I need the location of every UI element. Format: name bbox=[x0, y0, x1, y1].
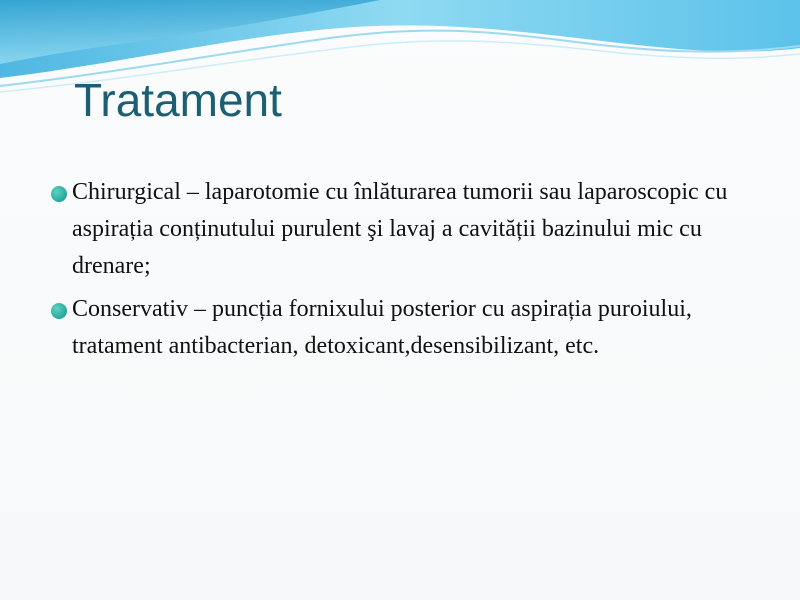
bullet-item-chirurgical bbox=[48, 174, 738, 285]
bullet-item-conservativ bbox=[48, 291, 738, 365]
bullet-dot-icon bbox=[51, 186, 67, 202]
bullet-text: Chirurgical – laparotomie cu înlăturarea tumorii sau laparoscopic cu aspirația conținutului purulent şi lavaj a cavității bazinului mic cu drenare; bbox=[72, 179, 728, 279]
bullet-list bbox=[48, 174, 738, 371]
slide-title: Tratament bbox=[74, 74, 282, 126]
bullet-dot-icon bbox=[51, 303, 67, 319]
bullet-text: Conservativ – puncția fornixului posterior cu aspirația puroiului, tratament antibacterian, detoxicant,desensibilizant, etc. bbox=[72, 296, 692, 359]
